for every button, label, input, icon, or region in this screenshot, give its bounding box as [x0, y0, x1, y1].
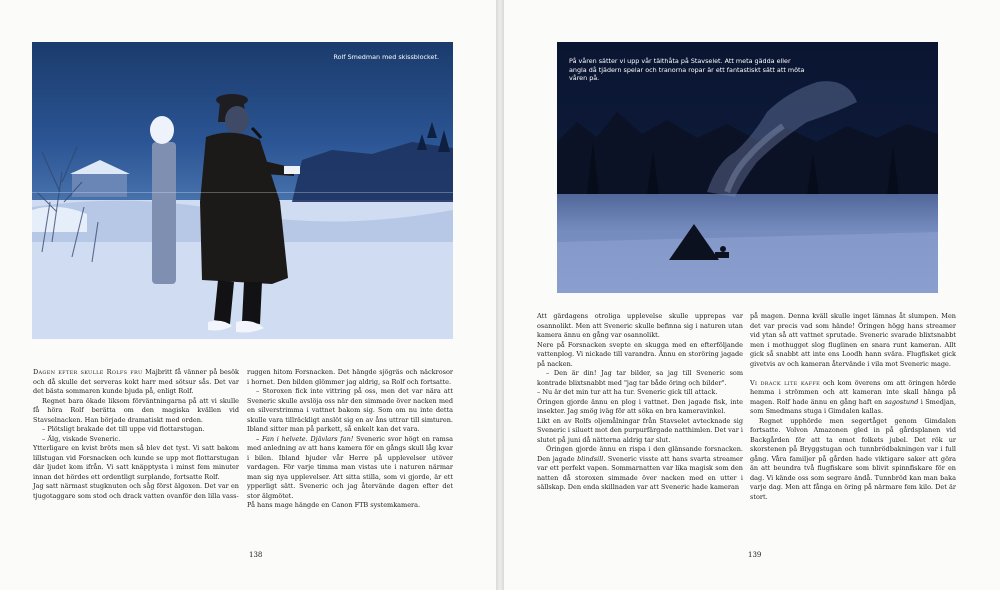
paragraph: på magen. Denna kväll skulle inget lämnas åt slumpen. Men det var precis vad som hände! Öringen högg hans streamer vid ytan så att vattnet sprutade. Sveneric svarade blixtsnabbt men i mothugget slog fluglinen en snara runt kameran. Allt gick så snabbt att inte ens Loodh hann svära. Flugfisket gick givetvis av och kameran återvände i vila mot Sveneric mage.: [750, 312, 956, 368]
left-page: [0, 0, 496, 590]
paragraph-text: Öringen gjorde ännu en rispa i den glänsande forsnacken. Den jagade: [537, 445, 743, 463]
paragraph-text: och kom överens om att öringen hörde hemma i strömmen och att kameran inte skall hänga på magen. Rolf hade ännu en gång haft en: [750, 378, 957, 406]
italic-term: blindsill: [577, 454, 604, 463]
paragraph: Öringen gjorde ännu en plog i vattnet. Den jagade fisk, inte insekter. Jag smög iväg för att söka en bra kameravinkel.: [537, 397, 743, 415]
book-gutter: [496, 0, 504, 590]
paragraph: [33, 368, 239, 397]
dialogue-line: – Den är din! Jag tar bilder, sa jag till Sveneric som kontrade blixtsnabbt med "jag tar både öring och bilder".: [537, 369, 743, 387]
section-lead-in: Vi drack lite kaffe: [750, 378, 821, 387]
paragraph: På hans mage hängde en Canon FTB systemkamera.: [247, 501, 421, 509]
paragraph: Regnet bara ökade liksom förväntningarna på att vi skulle få höra Rolf berätta om den magiska kvällen vid Stavselnacken. Han började dramatiskt med orden.: [33, 396, 239, 424]
paragraph-text: . Sveneric visste att hans svarta streamer var ett perfekt vapen. Sommarnatten var lika magisk som den natten då storoxen simmade över nacken med en utter i sällskap. Den enda skillnaden var att Sveneric hade kameran: [537, 454, 744, 491]
paragraph: Likt en av Rolfs oljemålningar från Stavselet avtecknade sig Sveneric i siluett mot den purpurfärgade natthimlen. Det var i slutet på juni då nätterna aldrig tar slut.: [537, 416, 743, 444]
photo-caption: Rolf Smedman med skissblocket.: [333, 53, 439, 61]
winter-scene-illustration: [32, 42, 453, 339]
text-column-2: [750, 312, 956, 502]
paragraph: Jag satt närmast stugknuten och såg först älgoxen. Det var en tjugotaggare som stod och drack vatten ovanför den lilla vass-: [33, 482, 239, 500]
text-column-2: [247, 368, 453, 511]
photo-man-with-pipe: [32, 42, 453, 339]
text-column-1: [33, 368, 239, 501]
exclamation-italic: – Fan i helvete. Djävlars fan!: [256, 434, 354, 443]
photo-caption: På våren sätter vi upp vår tälthåta på Stavselet. Att meta gädda eller angla då tjädern spelar och tranorna ropar är ett fantastiskt sätt att möta våren på.: [569, 57, 805, 82]
dialogue-line: – Älg, viskade Sveneric.: [42, 434, 121, 443]
paragraph: Ytterligare en kvist bröts men så blev det tyst. Vi satt bakom lillstugan vid Forsnacken och kunde se upp mot flottarstugan där ljudet kom ifrån. Vi satt knäpptysta i minst fem minuter innan det hördes ett ordentligt surplande, fortsatte Rolf.: [33, 444, 239, 481]
paragraph: ruggen hitom Forsnacken. Det hängde sjögräs och näckrosor i hornet. Den bilden glömmer jag aldrig, sa Rolf och fortsatte.: [247, 368, 453, 386]
dialogue-line: – Nu är det min tur att ha tur. Sveneric gick till attack.: [537, 388, 718, 396]
paragraph: [537, 445, 743, 493]
paragraph: Att gärdagens otroliga upplevelse skulle upprepas var osannolikt. Men att Sveneric skulle befinna sig i naturen utan kamera ännu en gång var osannolikt.: [537, 312, 743, 339]
text-column-1: [537, 312, 743, 493]
paragraph: [247, 435, 453, 502]
italic-term: sagostund: [884, 397, 919, 406]
photo-tent-on-lake: [557, 42, 938, 293]
paragraph: Nere på Forsnacken svepte en skugga med en efterföljande vattenplog. Vi nickade till varandra. Ännu en storöring jagade på nacken.: [537, 340, 743, 368]
page-number: 139: [748, 551, 762, 559]
paragraph-text: Sveneric svor högt en ramsa med anledning av att hans kamera för en gångs skull låg kvar i bilen. Ibland bjuder vår Herre på upplevelser utöver vardagen. För varje timma man vistas ute i naturen närmar man sig nya upplevelser. Att sitta stilla, som vi gjorde, är ett ypperligt sätt. Sveneric och jag återvände dagen efter det stor älgmötet.: [247, 434, 453, 500]
paragraph-text: Majbritt få vänner på besök och då skulle det serveras kokt harr med sötsur sås. Det var det bästa sommaren kunde bjuda på, enligt Rolf.: [33, 368, 239, 395]
dialogue-line: – Plötsligt brakade det till uppe vid flottarstugan.: [42, 425, 205, 433]
paragraph: Regnet upphörde men segertåget genom Gimdalen fortsatte. Volvon Amazonen gled in på gårdsplanen vid Backgården för att ta emot folkets jubel. Det rök ur skorstenen på Bryggstugan och tunnbrödbakningen var i full gång. Våra familjer på gården hade viktigare saker att göra än att beundra två flugfiskare som blivit spinnfiskare för en dag. Vi kände oss som segrare ändå. Tunnbröd kan man baka varje dag. Men att fånga en öring på närmare fem kilo. Det är stort.: [750, 416, 956, 501]
chapter-lead-in: Dagen efter skulle Rolfs fru: [33, 368, 143, 376]
paragraph: [750, 379, 956, 417]
dialogue-line: – Storoxen fick inte vittring på oss, men det var nära att Sveneric skulle avslöja oss när den simmade över nacken med en silverstrimma i vattnet bakom sig. Som om nu inte detta skulle vara tillräckligt anslöt sig en av åns uttrar till simturen. Ibland sitter man på parkett, så enkelt kan det vara.: [247, 387, 453, 433]
paragraph-text: i Smedjan, som Smedmans stuga i Gimdalen kallas.: [750, 397, 957, 415]
page-number: 138: [249, 551, 263, 559]
right-page: [504, 0, 1000, 590]
